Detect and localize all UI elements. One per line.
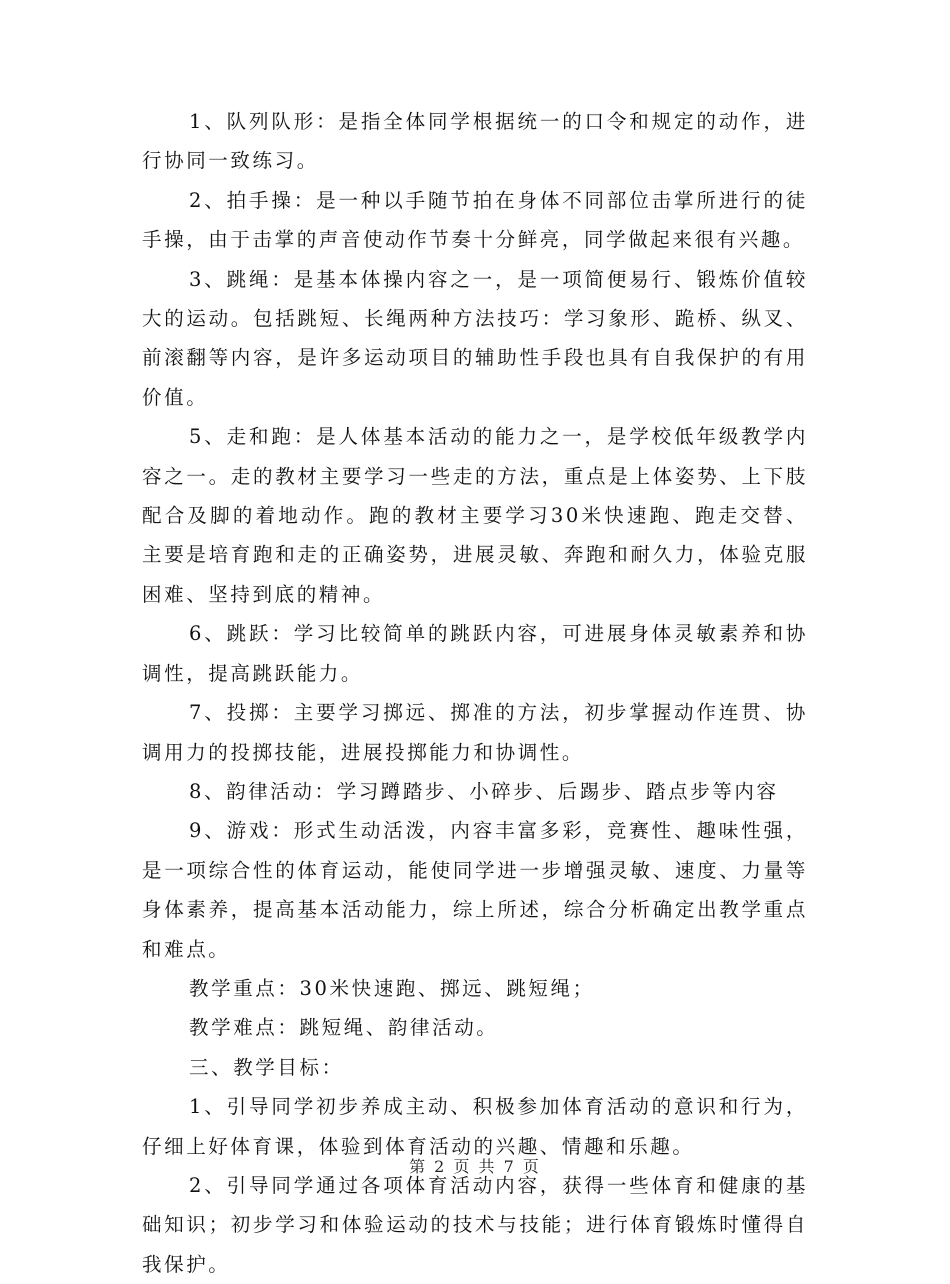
paragraph-rope-skipping: 3、跳绳：是基本体操内容之一，是一项简便易行、锻炼价值较大的运动。包括跳短、长绳两种方法技巧：学习象形、跪桥、纵叉、前滚翻等内容，是许多运动项目的辅助性手段也具有自我保护的有用价值。 [142, 267, 808, 409]
section-heading-teaching-goals: 三、教学目标： [189, 1055, 344, 1079]
teaching-difficulties: 教学难点：跳短绳、韵律活动。 [189, 1016, 499, 1040]
teaching-key-points: 教学重点：30米快速跑、掷远、跳短绳； [189, 976, 595, 1000]
paragraph-clapping-exercise: 2、拍手操：是一种以手随节拍在身体不同部位击掌所进行的徒手操，由于击掌的声音使动作节奏十分鲜亮，同学做起来很有兴趣。 [142, 188, 808, 252]
paragraph-walking-running: 5、走和跑：是人体基本活动的能力之一，是学校低年级教学内容之一。走的教材主要学习一些走的方法，重点是上体姿势、上下肢配合及脚的着地动作。跑的教材主要学习30米快速跑、跑走交替、主要是培育跑和走的正确姿势，进展灵敏、奔跑和耐久力，体验克服困难、坚持到底的精神。 [142, 425, 808, 606]
paragraph-goal-1: 1、引导同学初步养成主动、积极参加体育活动的意识和行为，仔细上好体育课，体验到体育活动的兴趣、情趣和乐趣。 [142, 1095, 808, 1158]
paragraph-throwing: 7、投掷：主要学习掷远、掷准的方法，初步掌握动作连贯、协调用力的投掷技能，进展投掷能力和协调性。 [142, 701, 808, 764]
paragraph-rhythm-activity: 8、韵律活动：学习蹲踏步、小碎步、后踢步、踏点步等内容 [189, 779, 779, 803]
paragraph-drill-formation: 1、队列队形：是指全体同学根据统一的口令和规定的动作，进行协同一致练习。 [142, 110, 808, 173]
paragraph-goal-2: 2、引导同学通过各项体育活动内容，获得一些体育和健康的基础知识；初步学习和体验运动的技术与技能；进行体育锻炼时懂得自我保护。 [142, 1173, 808, 1276]
paragraph-jumping: 6、跳跃：学习比较简单的跳跃内容，可进展身体灵敏素养和协调性，提高跳跃能力。 [142, 622, 808, 685]
paragraph-games: 9、游戏：形式生动活泼，内容丰富多彩，竞赛性、趣味性强，是一项综合性的体育运动，能使同学进一步增强灵敏、速度、力量等身体素养，提高基本活动能力，综上所述，综合分析确定出教学重点和难点。 [142, 819, 808, 961]
page-number-footer: 第 2 页 共 7 页 [409, 1157, 541, 1176]
document-body [142, 102, 808, 1284]
